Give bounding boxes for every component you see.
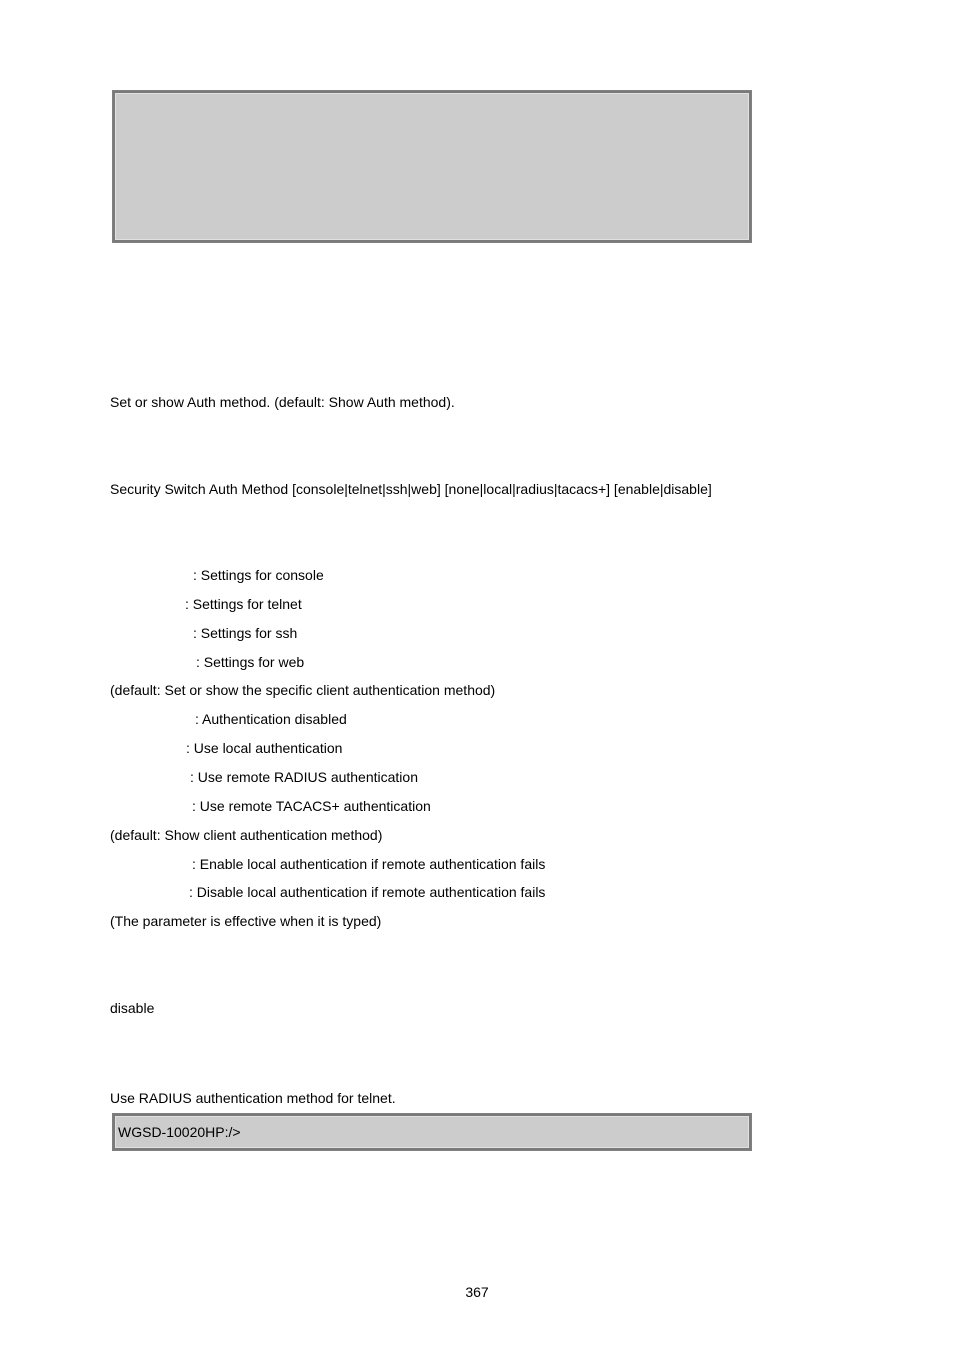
- param-enable: : Enable local authentication if remote authentication fails: [192, 856, 546, 872]
- param-local: : Use local authentication: [186, 740, 343, 756]
- page-number: 367: [465, 1284, 489, 1300]
- param-default-client: (default: Set or show the specific client authentication method): [110, 682, 496, 698]
- param-radius: : Use remote RADIUS authentication: [190, 769, 418, 785]
- syntax-text: Security Switch Auth Method [console|telnet|ssh|web] [none|local|radius|tacacs+] [enable|disable]: [110, 481, 712, 497]
- param-telnet: : Settings for telnet: [185, 596, 302, 612]
- example-prompt: WGSD-10020HP:/>: [118, 1124, 241, 1140]
- param-default-method: (default: Show client authentication method): [110, 827, 383, 843]
- param-none: : Authentication disabled: [195, 711, 347, 727]
- default-value-text: disable: [110, 1000, 155, 1016]
- param-ssh: : Settings for ssh: [193, 625, 298, 641]
- param-console: : Settings for console: [193, 567, 324, 583]
- top-code-box: [112, 90, 752, 243]
- param-note: (The parameter is effective when it is typed): [110, 913, 382, 929]
- description-text: Set or show Auth method. (default: Show Auth method).: [110, 394, 455, 410]
- param-web: : Settings for web: [196, 654, 305, 670]
- param-disable: : Disable local authentication if remote authentication fails: [189, 884, 546, 900]
- example-text: Use RADIUS authentication method for telnet.: [110, 1090, 396, 1106]
- param-tacacs: : Use remote TACACS+ authentication: [192, 798, 431, 814]
